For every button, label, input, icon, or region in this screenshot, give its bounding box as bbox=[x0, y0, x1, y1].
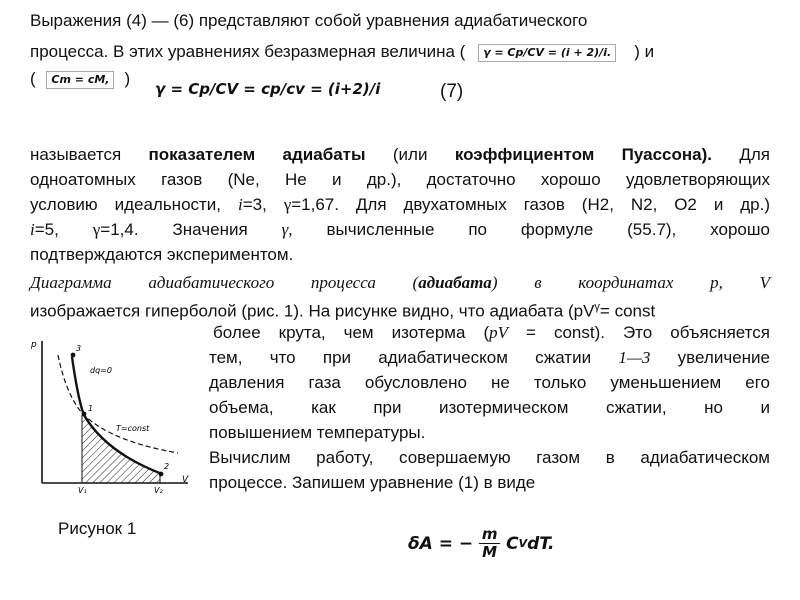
mass-fraction bbox=[479, 526, 500, 561]
term-poisson-coefficient: коэффициентом Пуассона). bbox=[454, 145, 712, 164]
para2-line9: процессе. Запишем уравнение (1) в виде bbox=[209, 473, 536, 492]
var-i: i bbox=[30, 220, 35, 239]
label-point-1: 1 bbox=[88, 404, 94, 413]
para2-line7: повышением температуры. bbox=[209, 423, 426, 442]
para1-text: Для bbox=[711, 145, 770, 164]
intro-text-2-end: ) и bbox=[634, 42, 655, 61]
point-2-marker bbox=[159, 472, 164, 477]
para2-text: = const bbox=[599, 301, 656, 321]
isotherm-curve bbox=[58, 355, 178, 453]
para1-text: называется bbox=[30, 145, 149, 164]
para1-text: (или bbox=[365, 145, 455, 164]
label-t-const: T=const bbox=[116, 424, 150, 433]
paragraph-right-column bbox=[209, 320, 770, 495]
para1-line5: подтверждаются экспериментом. bbox=[30, 245, 294, 264]
fraction-denominator: M bbox=[479, 543, 500, 561]
para1-text: =1,67. Для двухатомных газов (H2, N2, O2 и др.) bbox=[291, 195, 770, 214]
para2-line1 bbox=[30, 270, 770, 295]
point-1-marker bbox=[82, 412, 87, 417]
para2-text: изображается гиперболой (рис. 1). На рисунке видно, что адиабата (pV bbox=[30, 301, 595, 321]
para2-line5: давления газа обусловлено не только уменьшением его bbox=[209, 373, 770, 392]
label-point-3: 3 bbox=[76, 344, 82, 353]
para1-text: вычисленные по формуле (55.7), хорошо bbox=[292, 220, 770, 239]
process-1-3: 1—3 bbox=[618, 348, 651, 367]
para2-line3 bbox=[209, 320, 770, 345]
para2-text: ) в координатах p, V bbox=[491, 273, 770, 292]
para2-text: тем, что при адиабатическом сжатии bbox=[209, 348, 619, 367]
para1-line2: одноатомных газов (Ne, He и др.), достаточно хорошо удовлетворяющих bbox=[30, 170, 770, 189]
heat-capacity-symbol: C bbox=[506, 533, 519, 554]
formula-pv: pV bbox=[489, 323, 509, 342]
para1-line3 bbox=[30, 192, 770, 217]
work-formula bbox=[408, 526, 554, 561]
var-gamma: γ bbox=[283, 195, 292, 214]
equation-7-number: (7) bbox=[440, 81, 464, 102]
para2-text: = const). Это объясняется bbox=[508, 323, 770, 342]
para1-line4 bbox=[30, 217, 770, 242]
paragraph-adiabat-diagram bbox=[30, 270, 770, 324]
pv-diagram-figure bbox=[28, 335, 198, 495]
exponent-gamma: γ bbox=[594, 301, 600, 313]
para1-text: =5, bbox=[34, 220, 93, 239]
intro-paren-close: ) bbox=[124, 69, 131, 88]
var-gamma: γ bbox=[92, 220, 101, 239]
equation-7-formula: γ = Cp/CV = cp/cv = (i+2)/i bbox=[155, 80, 381, 98]
work-formula-tail: dT. bbox=[527, 533, 555, 554]
intro-line-3 bbox=[30, 66, 130, 91]
intro-line-2 bbox=[30, 39, 770, 64]
para1-text: =1,4. Значения bbox=[100, 220, 282, 239]
label-v1: V₁ bbox=[78, 486, 87, 495]
intro-text-2: процесса. В этих уравнениях безразмерная величина ( bbox=[30, 42, 466, 61]
heat-capacity-subscript: V bbox=[518, 537, 528, 550]
label-v: V bbox=[182, 475, 189, 485]
intro-paren-open: ( bbox=[30, 69, 36, 88]
point-3-marker bbox=[71, 353, 76, 358]
label-v2: V₂ bbox=[154, 486, 163, 495]
para2-text: увеличение bbox=[650, 348, 770, 367]
para2-line6: объема, как при изотермическом сжатии, но и bbox=[209, 398, 770, 417]
fraction-numerator: m bbox=[481, 525, 498, 543]
term-adiabatic-index: показателем адиабаты bbox=[148, 145, 366, 164]
intro-line-1 bbox=[30, 8, 770, 33]
para2-line4 bbox=[209, 345, 770, 370]
label-point-2: 2 bbox=[164, 462, 170, 471]
molar-heat-formula: Cm = cM, bbox=[46, 71, 114, 89]
intro-text-1: Выражения (4) — (6) представляют собой уравнения адиабатического bbox=[30, 11, 588, 30]
para2-text: более крута, чем изотерма ( bbox=[213, 323, 490, 342]
para1-text: =3, bbox=[242, 195, 284, 214]
para1-line1 bbox=[30, 142, 770, 167]
gamma-inline-formula: γ = Cp/CV = (i + 2)/i. bbox=[478, 44, 616, 62]
work-formula-left: δA = − bbox=[408, 533, 474, 554]
label-dq: dq=0 bbox=[90, 366, 112, 375]
term-adiabat: адиабата bbox=[418, 273, 492, 292]
label-p: p bbox=[31, 340, 37, 350]
paragraph-adiabatic-index bbox=[30, 142, 770, 267]
figure-caption: Рисунок 1 bbox=[58, 519, 137, 538]
para1-text: условию идеальности, bbox=[30, 195, 238, 214]
var-gamma: γ, bbox=[281, 220, 293, 239]
var-i: i bbox=[237, 195, 243, 214]
para2-text: Диаграмма адиабатического процесса ( bbox=[30, 273, 419, 292]
para2-line8: Вычислим работу, совершаемую газом в адиабатическом bbox=[209, 448, 770, 467]
